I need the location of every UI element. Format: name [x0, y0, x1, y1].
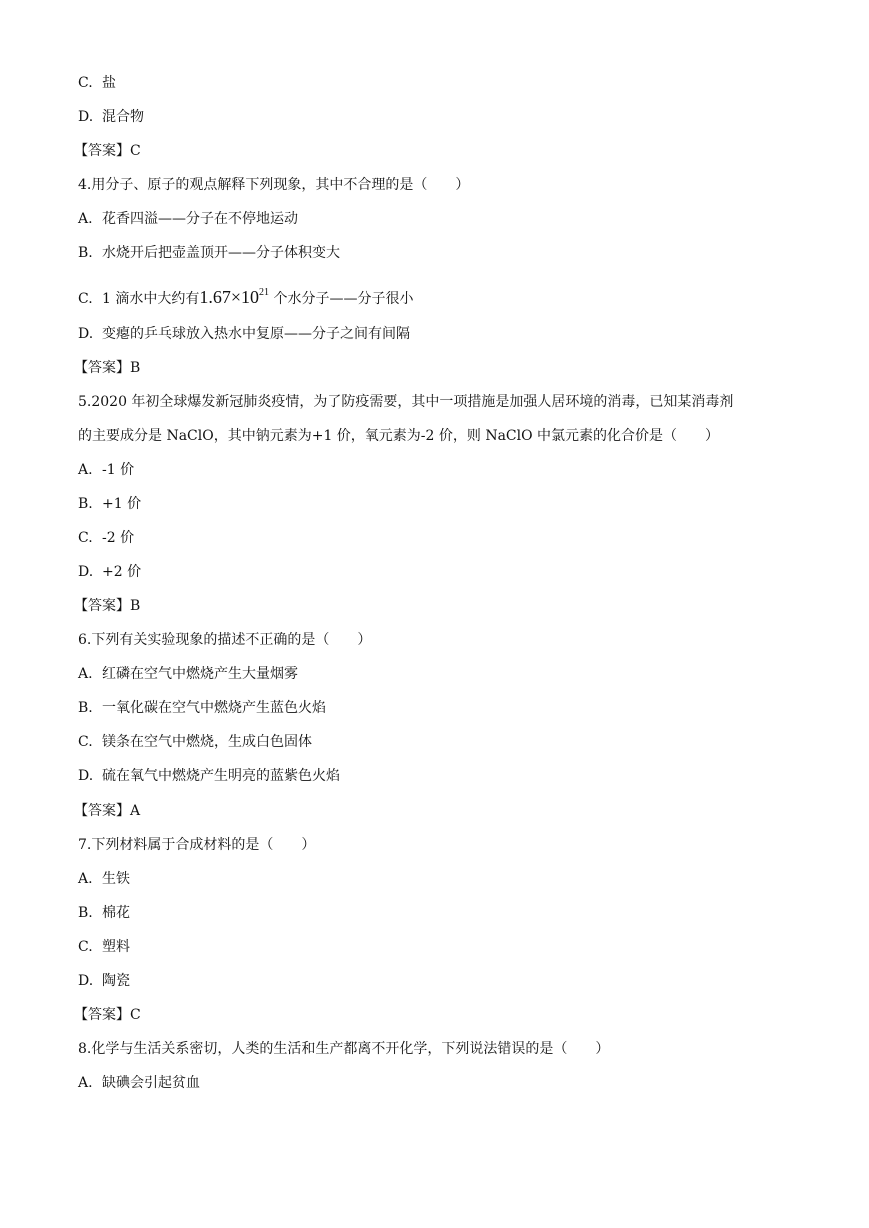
q5-option-a: A. -1 价 [78, 462, 135, 478]
q4-option-c: C. 1 滴水中大约有$1.67\times 10^{21}$ 个水分子——分子很小 [78, 287, 414, 307]
q6-option-a: A. 红磷在空气中燃烧产生大量烟雾 [78, 666, 298, 682]
q7-option-a: A. 生铁 [78, 871, 130, 887]
q5-question-line2: 的主要成分是 NaClO，其中钠元素为+1 价，氧元素为-2 价，则 NaClO 中氯元素的化合价是（ ） [78, 428, 720, 444]
q7-option-c: C. 塑料 [78, 939, 130, 955]
q4-question: 4.用分子、原子的观点解释下列现象，其中不合理的是（ ） [78, 177, 470, 193]
q6-question: 6.下列有关实验现象的描述不正确的是（ ） [78, 632, 372, 648]
q8-question: 8.化学与生活关系密切，人类的生活和生产都离不开化学，下列说法错误的是（ ） [78, 1041, 610, 1057]
q7-question: 7.下列材料属于合成材料的是（ ） [78, 837, 316, 853]
q7-option-d: D. 陶瓷 [78, 973, 130, 989]
q6-option-c: C. 镁条在空气中燃烧，生成白色固体 [78, 734, 312, 750]
q7-option-b: B. 棉花 [78, 905, 130, 921]
q3-option-d: D. 混合物 [78, 109, 144, 125]
q3-answer: 【答案】C [74, 143, 141, 159]
q4-option-d: D. 变瘪的乒乓球放入热水中复原——分子之间有间隔 [78, 326, 410, 342]
q5-option-b: B. +1 价 [78, 496, 142, 512]
q4-answer: 【答案】B [74, 360, 141, 376]
q6-answer: 【答案】A [74, 803, 141, 819]
q6-option-d: D. 硫在氧气中燃烧产生明亮的蓝紫色火焰 [78, 768, 340, 784]
q6-option-b: B. 一氧化碳在空气中燃烧产生蓝色火焰 [78, 700, 326, 716]
q5-option-d: D. +2 价 [78, 564, 142, 580]
q5-option-c: C. -2 价 [78, 530, 135, 546]
q4-option-b: B. 水烧开后把壶盖顶开——分子体积变大 [78, 245, 340, 261]
q5-question-line1: 5.2020 年初全球爆发新冠肺炎疫情，为了防疫需要，其中一项措施是加强人居环境的消毒，已知某消毒剂 [78, 394, 734, 410]
q5-answer: 【答案】B [74, 598, 141, 614]
scientific-number: $1.67\times 10^{21}$ [199, 287, 270, 307]
q7-answer: 【答案】C [74, 1007, 141, 1023]
q8-option-a: A. 缺碘会引起贫血 [78, 1075, 200, 1091]
q3-option-c: C. 盐 [78, 75, 116, 91]
q4-option-a: A. 花香四溢——分子在不停地运动 [78, 211, 298, 227]
